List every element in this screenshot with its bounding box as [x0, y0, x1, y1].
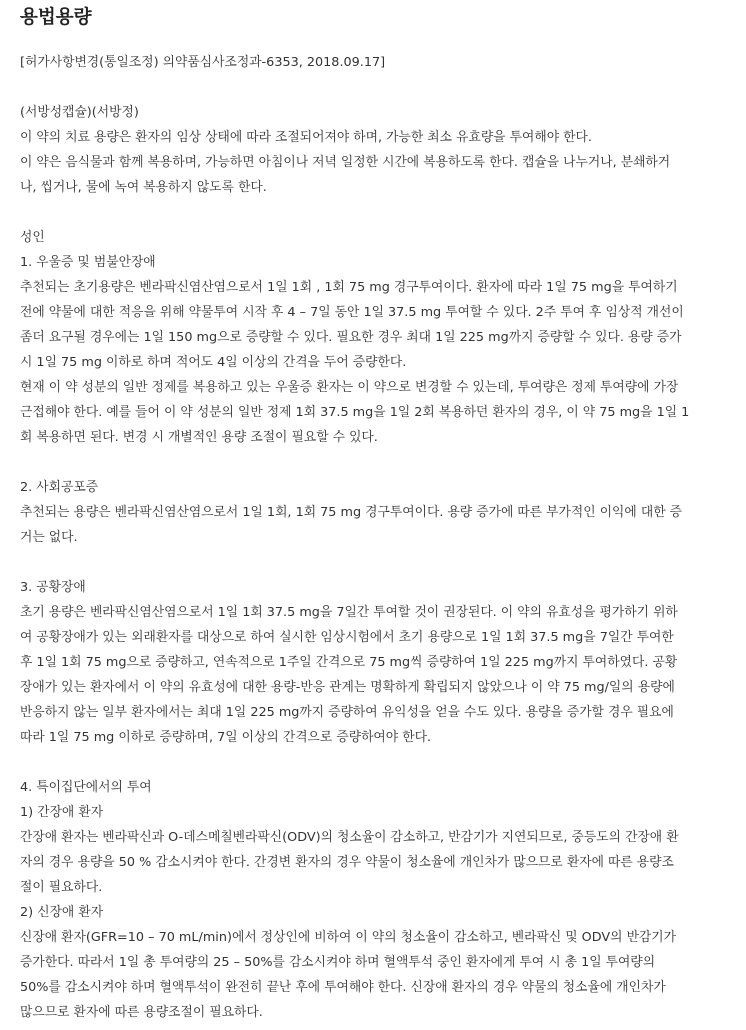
text-line: 4. 특이집단에서의 투여 — [20, 780, 152, 795]
text-line: 1. 우울증 및 범불안장애 — [20, 255, 156, 270]
text-line: 장애가 있는 환자에서 이 약의 유효성에 대한 용량-반응 관계는 명확하게 확립되지 않았으나 이 약 75 mg/일의 용량에 — [20, 680, 675, 695]
text-line: 3. 공황장애 — [20, 580, 86, 595]
blank-line — [20, 750, 726, 775]
text-line: 추천되는 용량은 벤라팍신염산염으로서 1일 1회, 1회 75 mg 경구투여이다. 용량 증가에 따른 부가적인 이익에 대한 증 — [20, 505, 683, 520]
text-line: 절이 필요하다. — [20, 880, 103, 895]
text-line: 50%를 감소시켜야 하며 혈액투석이 완전히 끝난 후에 투여해야 한다. 신장애 환자의 경우 약물의 청소율에 개인차가 — [20, 980, 666, 995]
text-line: 전에 약물에 대한 적응을 위해 약물투여 시작 후 4 – 7일 동안 1일 37.5 mg 투여할 수 있다. 2주 투여 후 임상적 개선이 — [20, 305, 684, 320]
text-line: 자의 경우 용량을 50 % 감소시켜야 한다. 간경변 환자의 경우 약물이 청소율에 개인차가 많으므로 환자에 따른 용량조 — [20, 855, 674, 870]
blank-line — [20, 200, 726, 225]
text-line: 1) 간장애 환자 — [20, 805, 104, 820]
text-line: 성인 — [20, 230, 45, 245]
text-line: 거는 없다. — [20, 530, 78, 545]
body-lines — [20, 100, 726, 1025]
text-line: 시 1일 75 mg 이하로 하며 적어도 4일 이상의 간격을 두어 증량한다. — [20, 355, 407, 370]
text-line: 추천되는 초기용량은 벤라팍신염산염으로서 1일 1회 , 1회 75 mg 경구투여이다. 환자에 따라 1일 75 mg을 투여하기 — [20, 280, 678, 295]
text-line: 2) 신장애 환자 — [20, 905, 104, 920]
spacer — [20, 75, 726, 100]
text-line: 많으므로 환자에 따른 용량조절이 필요하다. — [20, 1005, 263, 1020]
text-line: 이 약은 음식물과 함께 복용하며, 가능하면 아침이나 저녁 일정한 시간에 복용하도록 한다. 캡슐을 나누거나, 분쇄하거 — [20, 155, 671, 170]
text-line: 여 공황장애가 있는 외래환자를 대상으로 하여 실시한 임상시험에서 초기 용량으로 1일 1회 37.5 mg을 7일간 투여한 — [20, 630, 674, 645]
text-line: 증가한다. 따라서 1일 총 투여량의 25 – 50%를 감소시켜야 하며 혈액투석 중인 환자에게 투여 시 총 1일 투여량의 — [20, 955, 656, 970]
text-line: 따라 1일 75 mg 이하로 증량하며, 7일 이상의 간격으로 증량하여야 한다. — [20, 730, 432, 745]
blank-line — [20, 450, 726, 475]
text-line: (서방성캡슐)(서방정) — [20, 105, 139, 120]
text-line: 간장애 환자는 벤라팍신과 O-데스메칠벤라팍신(ODV)의 청소율이 감소하고, 반감기가 지연되므로, 중등도의 간장애 환 — [20, 830, 679, 845]
text-line: 근접해야 한다. 예를 들어 이 약 성분의 일반 정제 1회 37.5 mg을 1일 2회 복용하던 환자의 경우, 이 약 75 mg을 1일 1 — [20, 405, 690, 420]
text-line: 회 복용하면 된다. 변경 시 개별적인 용량 조절이 필요할 수 있다. — [20, 430, 378, 445]
text-line: 신장애 환자(GFR=10 – 70 mL/min)에서 정상인에 비하여 이 약의 청소율이 감소하고, 벤라팍신 및 ODV의 반감기가 — [20, 930, 677, 945]
text-line: 반응하지 않는 일부 환자에서는 최대 1일 225 mg까지 증량하여 유익성을 얻을 수도 있다. 용량을 증가할 경우 필요에 — [20, 705, 674, 720]
blank-line — [20, 550, 726, 575]
text-line: 후 1일 1회 75 mg으로 증량하고, 연속적으로 1주일 간격으로 75 mg씩 증량하여 1일 225 mg까지 투여하였다. 공황 — [20, 655, 678, 670]
text-line: 2. 사회공포증 — [20, 480, 99, 495]
text-line: 이 약의 치료 용량은 환자의 임상 상태에 따라 조절되어져야 하며, 가능한 최소 유효량을 투여해야 한다. — [20, 130, 592, 145]
document-body — [20, 50, 726, 1025]
text-line: 현재 이 약 성분의 일반 정제를 복용하고 있는 우울증 환자는 이 약으로 변경할 수 있는데, 투여량은 정제 투여량에 가장 — [20, 380, 679, 395]
revision-note: [허가사항변경(통일조정) 의약품심사조정과-6353, 2018.09.17] — [20, 55, 386, 70]
text-line: 좀더 요구될 경우에는 1일 150 mg으로 증량할 수 있다. 필요한 경우 최대 1일 225 mg까지 증량할 수 있다. 용량 증가 — [20, 330, 682, 345]
text-line: 초기 용량은 벤라팍신염산염으로서 1일 1회 37.5 mg을 7일간 투여할 것이 권장된다. 이 약의 유효성을 평가하기 위하 — [20, 605, 678, 620]
page-title: 용법용량 — [20, 7, 92, 28]
text-line: 나, 씹거나, 물에 녹여 복용하지 않도록 한다. — [20, 180, 267, 195]
